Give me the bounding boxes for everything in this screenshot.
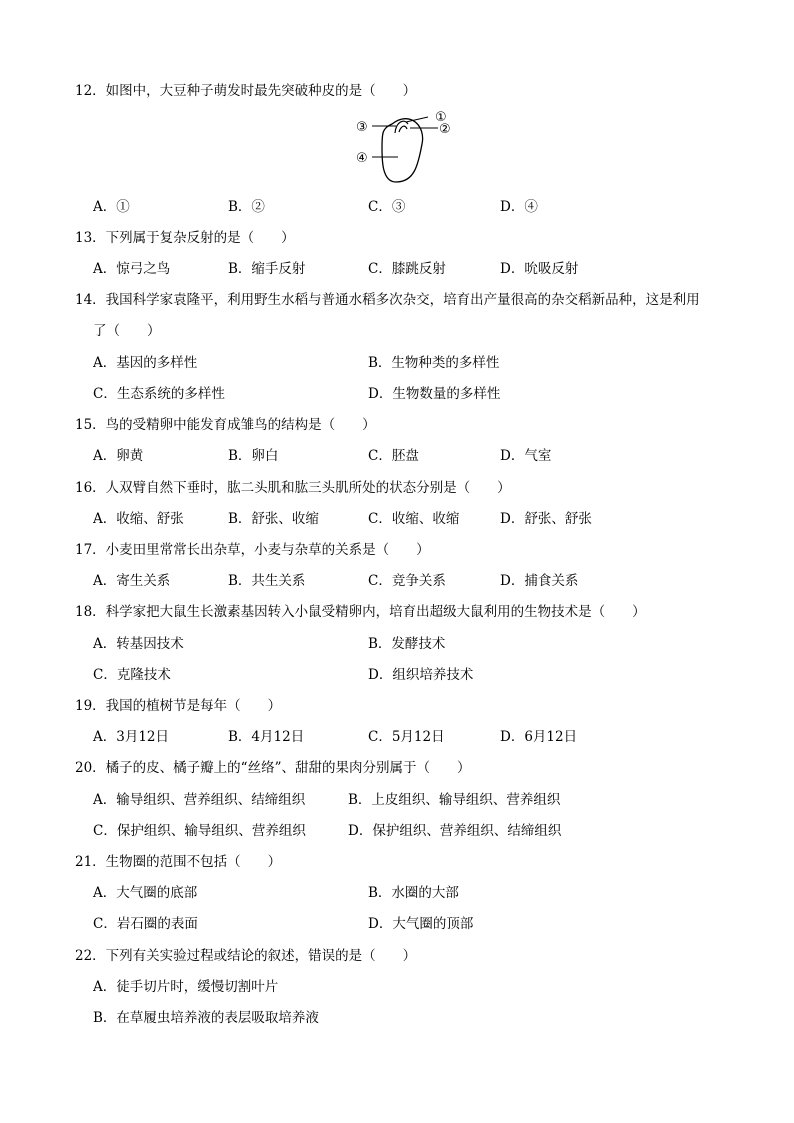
q13-option-d[interactable]: D．吮吸反射 bbox=[500, 261, 579, 277]
soybean-seed-figure bbox=[352, 108, 462, 186]
q16-option-d[interactable]: D．舒张、舒张 bbox=[500, 511, 592, 527]
q21-option-c[interactable]: C．岩石圈的表面 bbox=[93, 916, 198, 932]
q14-option-b[interactable]: B．生物种类的多样性 bbox=[368, 355, 500, 371]
q20-option-c[interactable]: C．保护组织、输导组织、营养组织 bbox=[93, 823, 306, 839]
q21-option-d[interactable]: D．大气圈的顶部 bbox=[368, 916, 474, 932]
question-20-stem: 20．橘子的皮、橘子瓣上的“丝络”、甜甜的果肉分别属于（ ） bbox=[75, 760, 471, 776]
q14-option-c[interactable]: C．生态系统的多样性 bbox=[93, 386, 225, 402]
q14-option-a[interactable]: A．基因的多样性 bbox=[93, 355, 198, 371]
q18-option-a[interactable]: A．转基因技术 bbox=[93, 636, 184, 652]
q22-option-b[interactable]: B．在草履虫培养液的表层吸取培养液 bbox=[93, 1010, 319, 1026]
q16-option-a[interactable]: A．收缩、舒张 bbox=[93, 511, 184, 527]
q19-option-d[interactable]: D．6月12日 bbox=[500, 729, 578, 745]
q17-option-c[interactable]: C．竞争关系 bbox=[368, 573, 446, 589]
radicle-shape bbox=[395, 121, 408, 133]
q18-option-c[interactable]: C．克隆技术 bbox=[93, 667, 171, 683]
q16-option-c[interactable]: C．收缩、收缩 bbox=[368, 511, 460, 527]
q20-option-a[interactable]: A．输导组织、营养组织、结缔组织 bbox=[93, 792, 306, 808]
q20-option-b[interactable]: B．上皮组织、输导组织、营养组织 bbox=[348, 792, 561, 808]
question-14-stem-cont: 了（ ） bbox=[93, 323, 161, 339]
q16-option-b[interactable]: B．舒张、收缩 bbox=[228, 511, 319, 527]
q12-option-a[interactable]: A．① bbox=[93, 199, 130, 215]
q21-option-b[interactable]: B．水圈的大部 bbox=[368, 885, 459, 901]
figure-label-4: ④ bbox=[356, 151, 368, 166]
q19-option-c[interactable]: C．5月12日 bbox=[368, 729, 445, 745]
q19-option-b[interactable]: B．4月12日 bbox=[228, 729, 305, 745]
question-17-stem: 17．小麦田里常常长出杂草，小麦与杂草的关系是（ ） bbox=[75, 542, 430, 558]
question-12-stem: 12．如图中，大豆种子萌发时最先突破种皮的是（ ） bbox=[75, 83, 417, 99]
figure-label-3: ③ bbox=[356, 120, 368, 135]
question-19-stem: 19．我国的植树节是每年（ ） bbox=[75, 698, 282, 714]
q19-option-a[interactable]: A．3月12日 bbox=[93, 729, 170, 745]
q18-option-b[interactable]: B．发酵技术 bbox=[368, 636, 446, 652]
q17-option-d[interactable]: D．捕食关系 bbox=[500, 573, 579, 589]
question-22-stem: 22．下列有关实验过程或结论的叙述，错误的是（ ） bbox=[75, 948, 417, 964]
q20-option-d[interactable]: D．保护组织、营养组织、结缔组织 bbox=[348, 823, 562, 839]
q13-option-c[interactable]: C．膝跳反射 bbox=[368, 261, 446, 277]
question-21-stem: 21．生物圈的范围不包括（ ） bbox=[75, 854, 282, 870]
q12-option-b[interactable]: B．② bbox=[228, 199, 265, 215]
question-14-stem: 14．我国科学家袁隆平，利用野生水稻与普通水稻多次杂交，培育出产量很高的杂交稻新品种，这是利用 bbox=[75, 292, 700, 308]
q15-option-d[interactable]: D．气室 bbox=[500, 448, 552, 464]
question-16-stem: 16．人双臂自然下垂时，肱二头肌和肱三头肌所处的状态分别是（ ） bbox=[75, 480, 511, 496]
q15-option-a[interactable]: A．卵黄 bbox=[93, 448, 144, 464]
question-13-stem: 13．下列属于复杂反射的是（ ） bbox=[75, 230, 295, 246]
q22-option-a[interactable]: A．徒手切片时，缓慢切割叶片 bbox=[93, 979, 279, 995]
q14-option-d[interactable]: D．生物数量的多样性 bbox=[368, 386, 501, 402]
figure-label-1: ① bbox=[435, 110, 447, 125]
q13-option-b[interactable]: B．缩手反射 bbox=[228, 261, 306, 277]
q17-option-a[interactable]: A．寄生关系 bbox=[93, 573, 171, 589]
q15-option-c[interactable]: C．胚盘 bbox=[368, 448, 419, 464]
figure-label-2: ② bbox=[439, 122, 451, 137]
q12-option-c[interactable]: C．③ bbox=[368, 199, 406, 215]
q15-option-b[interactable]: B．卵白 bbox=[228, 448, 279, 464]
q21-option-a[interactable]: A．大气圈的底部 bbox=[93, 885, 198, 901]
q12-option-d[interactable]: D．④ bbox=[500, 199, 538, 215]
question-18-stem: 18．科学家把大鼠生长激素基因转入小鼠受精卵内，培育出超级大鼠利用的生物技术是（ ） bbox=[75, 604, 646, 620]
q13-option-a[interactable]: A．惊弓之鸟 bbox=[93, 261, 171, 277]
q18-option-d[interactable]: D．组织培养技术 bbox=[368, 667, 474, 683]
question-15-stem: 15．鸟的受精卵中能发育成雏鸟的结构是（ ） bbox=[75, 417, 376, 433]
q17-option-b[interactable]: B．共生关系 bbox=[228, 573, 306, 589]
